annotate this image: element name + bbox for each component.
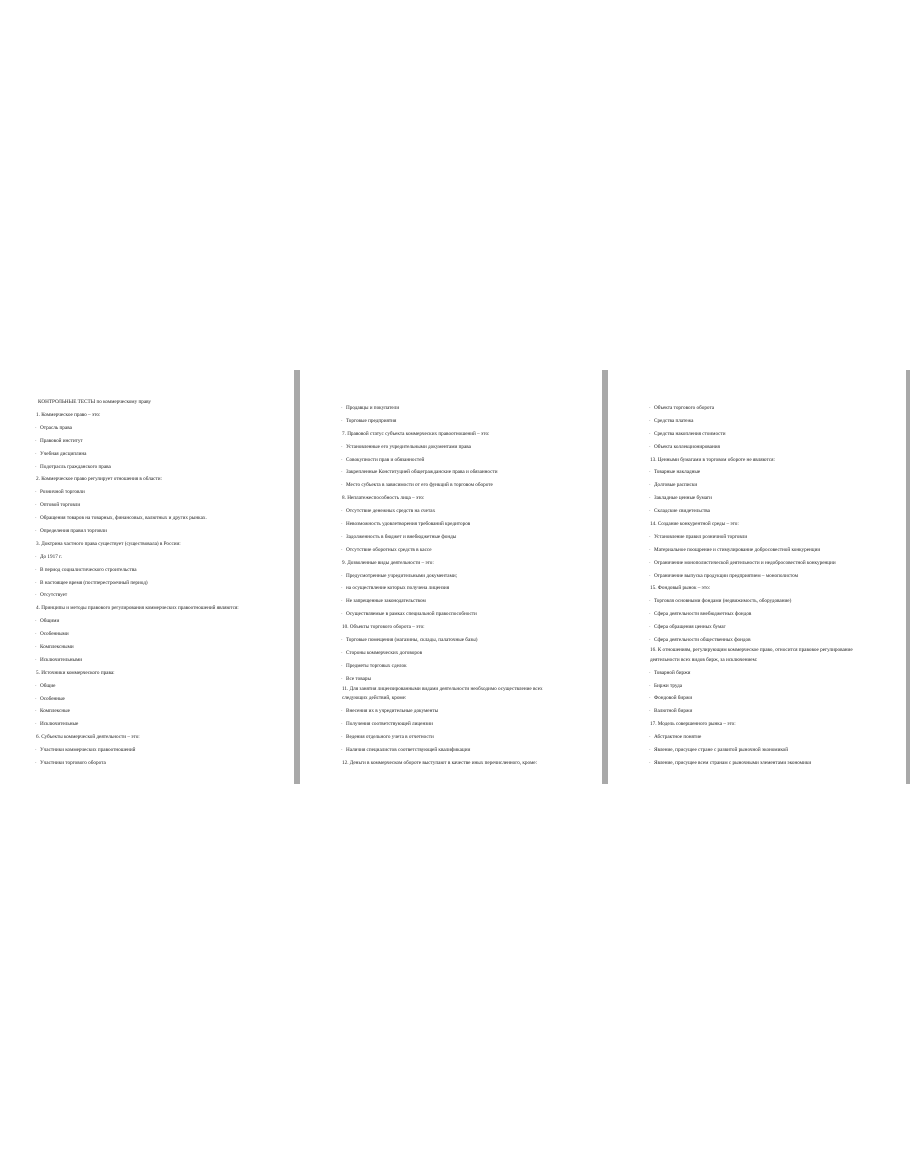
answer-option: - Объекта коллекционирования (650, 441, 896, 454)
answer-option: - Явление, присущее всем странам с рыночными элементами экономики (650, 757, 896, 770)
answer-option: - Средства платежа (650, 415, 896, 428)
answer-option: - Долговые расписки (650, 479, 896, 492)
answer-option: - Участники коммерческих правоотношений (36, 744, 294, 757)
answer-option: - Сфера обращения ценных бумаг (650, 621, 896, 634)
document-title: КОНТРОЛЬНЫЕ ТЕСТЫ по коммерческому праву (38, 399, 152, 405)
question-text: 11. Для занятия лицензированными видами деятельности необходимо осуществление всех (342, 685, 543, 692)
answer-option: - Розничной торговли (36, 486, 294, 499)
answer-option: - Особенными (36, 628, 294, 641)
answer-option: - Внесения их в учредительные документы (342, 705, 592, 718)
answer-option: - Валютной биржи (650, 705, 896, 718)
answer-option: - Обращения товаров на товарных, финансовых, валютных и других рынках. (36, 512, 294, 525)
answer-option: - До 1917 г. (36, 551, 294, 564)
answer-option: - Закрепленные Конституцией общегражданские права и обязанности (342, 466, 592, 479)
page-2-lines (342, 402, 592, 770)
answer-option: - на осуществление которых получена лицензия (342, 582, 592, 595)
answer-option: - В период социалистического строительства (36, 564, 294, 577)
answer-option: - Отсутствие денежных средств на счетах (342, 505, 592, 518)
answer-option: - Не запрещенные законодательством (342, 595, 592, 608)
answer-option: - Все товары (342, 673, 592, 686)
answer-option: - Торговые помещения (магазины, склады, палаточные базы) (342, 634, 592, 647)
answer-option: - Учебная дисциплина (36, 448, 294, 461)
question-text: следующих действий, кроме: (342, 695, 407, 702)
answer-option: - Место субъекта в зависимости от его функций в торговом обороте (342, 479, 592, 492)
answer-option: - Невозможность удовлетворения требований кредиторов (342, 518, 592, 531)
answer-option: - Установленные его учредительными документами права (342, 441, 592, 454)
answer-option: - Стороны коммерческих договоров (342, 647, 592, 660)
answer-option: - Исключительные (36, 718, 294, 731)
answer-option: - Торговые предприятия (342, 415, 592, 428)
question-text: 8. Неплатежеспособность лица – это: (342, 495, 425, 502)
page-3-lines (650, 402, 896, 770)
question-text: 14. Создание конкурентной среды – это: (650, 521, 739, 528)
answer-option: - Явление, присущее стране с развитой рыночной экономикой (650, 744, 896, 757)
question-text: 13. Ценными бумагами в торговом обороте не являются: (650, 456, 775, 463)
answer-option: - Материальное поощрение и стимулирование добросовестной конкуренции (650, 544, 896, 557)
question-text: 1. Коммерческое право – это: (36, 412, 101, 418)
answer-option: - Средства накопления стоимости (650, 428, 896, 441)
answer-option: - Установление правил розничной торговли (650, 531, 896, 544)
answer-option: - Оптовой торговли (36, 499, 294, 512)
answer-option: - Общие (36, 680, 294, 693)
page-1-lines (36, 409, 294, 770)
answer-option: - В настоящее время (постперестроечный период) (36, 577, 294, 590)
answer-option: - Определения правил торговли (36, 525, 294, 538)
answer-option: - Фондовой биржи (650, 692, 896, 705)
answer-option: - Комплексные (36, 705, 294, 718)
question-text: 3. Доктрина частного права существует (существовала) в России: (36, 540, 181, 547)
question-text: 10. Объекты торгового оборота – это: (342, 624, 425, 631)
answer-option: - Отсутствие оборотных средств в кассе (342, 544, 592, 557)
question-text: 7. Правовой статус субъекта коммерческих правоотношений – это: (342, 430, 490, 437)
answer-option: - Ограничение монополистической деятельности и недобросовестной конкуренции (650, 557, 896, 570)
question-text: 4. Принципы и методы правового регулирования коммерческих правоотношений являются: (36, 605, 239, 612)
answer-option: - Складские свидетельства (650, 505, 896, 518)
answer-option: - Отсутствует (36, 589, 294, 602)
answer-option: - Товарные накладные (650, 466, 896, 479)
document-page-3 (608, 370, 906, 784)
answer-option: - Комплексными (36, 641, 294, 654)
answer-option: - Получения соответствующей лицензии (342, 718, 592, 731)
question-text: 2. Коммерческое право регулирует отношения в области: (36, 476, 162, 483)
question-text: 17. Модель совершенного рынка – это: (650, 721, 736, 728)
page-separator (906, 370, 910, 784)
answer-option: - Биржи труда (650, 680, 896, 693)
question-text: деятельности всех видов бирж, за исключением: (650, 656, 758, 663)
answer-option: - Товарной биржи (650, 667, 896, 680)
answer-option: - Наличия специалистов соответствующей квалификации (342, 744, 592, 757)
question-text: 9. Дозволенные виды деятельности – это: (342, 559, 434, 566)
answer-option: - Сфера деятельности внебюджетных фондов (650, 608, 896, 621)
question-text: 16. К отношениям, регулирующим коммерческое право, относится правовое регулирование (650, 646, 853, 653)
answer-option: - Задолженность в бюджет и внебюджетные фонды (342, 531, 592, 544)
question-text: 5. Источники коммерческого права: (36, 669, 115, 676)
answer-option: - Предусмотренные учредительными документами; (342, 570, 592, 583)
answer-option: - Особенные (36, 693, 294, 706)
answer-option: - Торговля основными фондами (недвижимость, оборудование) (650, 595, 896, 608)
answer-option: - Правовой институт (36, 435, 294, 448)
answer-option: - Абстрактное понятие (650, 731, 896, 744)
answer-option: - Продавцы и покупатели (342, 402, 592, 415)
document-page-2 (300, 370, 602, 784)
question-text: 15. Фондовый рынок – это: (650, 585, 711, 592)
answer-option: - Отрасль права (36, 422, 294, 435)
question-text: 6. Субъекты коммерческой деятельности – это: (36, 734, 140, 741)
answer-option: - Сфера деятельности общественных фондов (650, 634, 896, 647)
answer-option: - Закладные ценные бумаги (650, 492, 896, 505)
document-page-1 (28, 370, 294, 784)
answer-option: - Предметы торговых сделок (342, 660, 592, 673)
answer-option: - Осуществляемые в рамках специальной правоспособности (342, 608, 592, 621)
question-text: 12. Деньги в коммерческом обороте выступают в качестве иных перечисленного, кроме: (342, 759, 538, 766)
answer-option: - Исключительными (36, 654, 294, 667)
answer-option: - Ведения отдельного учета в отчетности (342, 731, 592, 744)
answer-option: - Общими (36, 615, 294, 628)
answer-option: - Объекта торгового оборота (650, 402, 896, 415)
answer-option: - Ограничение выпуска продукции предприятием – монополистом (650, 570, 896, 583)
answer-option: - Совокупности прав и обязанностей (342, 454, 592, 467)
answer-option: - Подотрасль гражданского права (36, 461, 294, 474)
answer-option: - Участники торгового оборота (36, 757, 294, 770)
